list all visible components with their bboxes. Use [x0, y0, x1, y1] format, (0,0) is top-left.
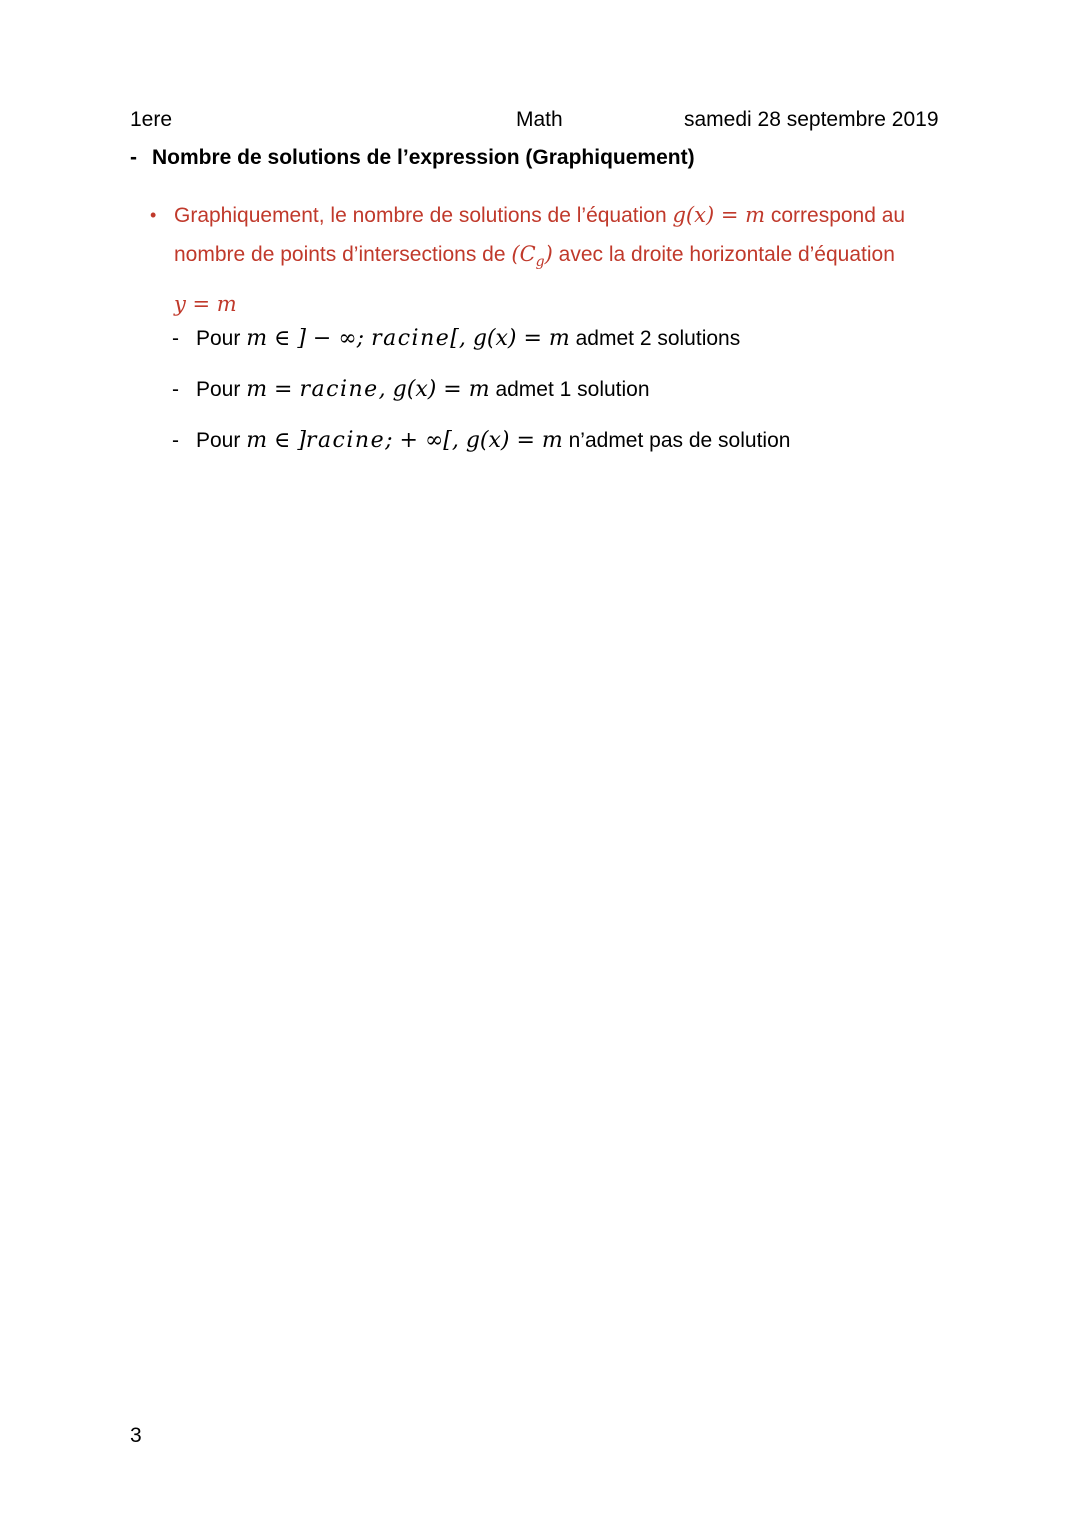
definition-text-part3: avec la droite horizontale d’équation — [552, 243, 895, 266]
section-heading — [130, 146, 695, 170]
case-item-no-solution — [172, 428, 790, 453]
case-item-one-solution — [172, 377, 650, 402]
definition-text-part2: correspond au nombre de points d’intersections de — [174, 204, 906, 266]
equation-g-of-x: g(x) = m — [672, 203, 766, 227]
case-dash-marker: - — [172, 429, 179, 452]
page-header — [130, 108, 950, 136]
header-date: samedi 28 septembre 2019 — [684, 108, 939, 131]
case-math-a: m ∈ ] — [246, 428, 306, 453]
section-title-text: Nombre de solutions de l’expression (Graphiquement) — [152, 146, 695, 169]
curve-cg-open: (C — [511, 242, 536, 266]
definition-text-part1: Graphiquement, le nombre de solutions de l’équation — [174, 204, 673, 227]
definition-bullet — [150, 196, 950, 323]
case-suffix: admet 2 solutions — [569, 327, 741, 350]
header-level: 1ere — [130, 108, 173, 131]
case-suffix: n’admet pas de solution — [562, 429, 791, 452]
case-prefix: Pour — [196, 378, 247, 401]
case-math-racine: racine — [305, 428, 386, 453]
case-math-racine: racine — [299, 377, 379, 402]
definition-text — [174, 196, 950, 323]
curve-cg-close: ) — [544, 242, 553, 266]
case-math-a: m ∈ ] − ∞; — [246, 326, 372, 351]
case-math-c: [, g(x) = m — [450, 326, 570, 351]
equation-y-equals-m: y = m — [174, 292, 237, 316]
case-prefix: Pour — [196, 429, 247, 452]
curve-cg-subscript: g — [535, 254, 545, 270]
case-dash-marker: - — [172, 378, 179, 401]
case-math-c: , g(x) = m — [378, 377, 490, 402]
case-math-c: ; + ∞[, g(x) = m — [385, 428, 563, 453]
bullet-dot-icon: • — [150, 205, 157, 225]
header-subject: Math — [516, 108, 563, 131]
case-suffix: admet 1 solution — [489, 378, 650, 401]
page-number: 3 — [130, 1424, 142, 1447]
curve-cg-notation — [511, 242, 553, 270]
section-dash-marker: - — [130, 146, 137, 169]
case-dash-marker: - — [172, 327, 179, 350]
case-math-a: m = — [246, 377, 300, 402]
case-item-two-solutions — [172, 326, 740, 351]
case-prefix: Pour — [196, 327, 247, 350]
case-math-racine: racine — [371, 326, 451, 351]
